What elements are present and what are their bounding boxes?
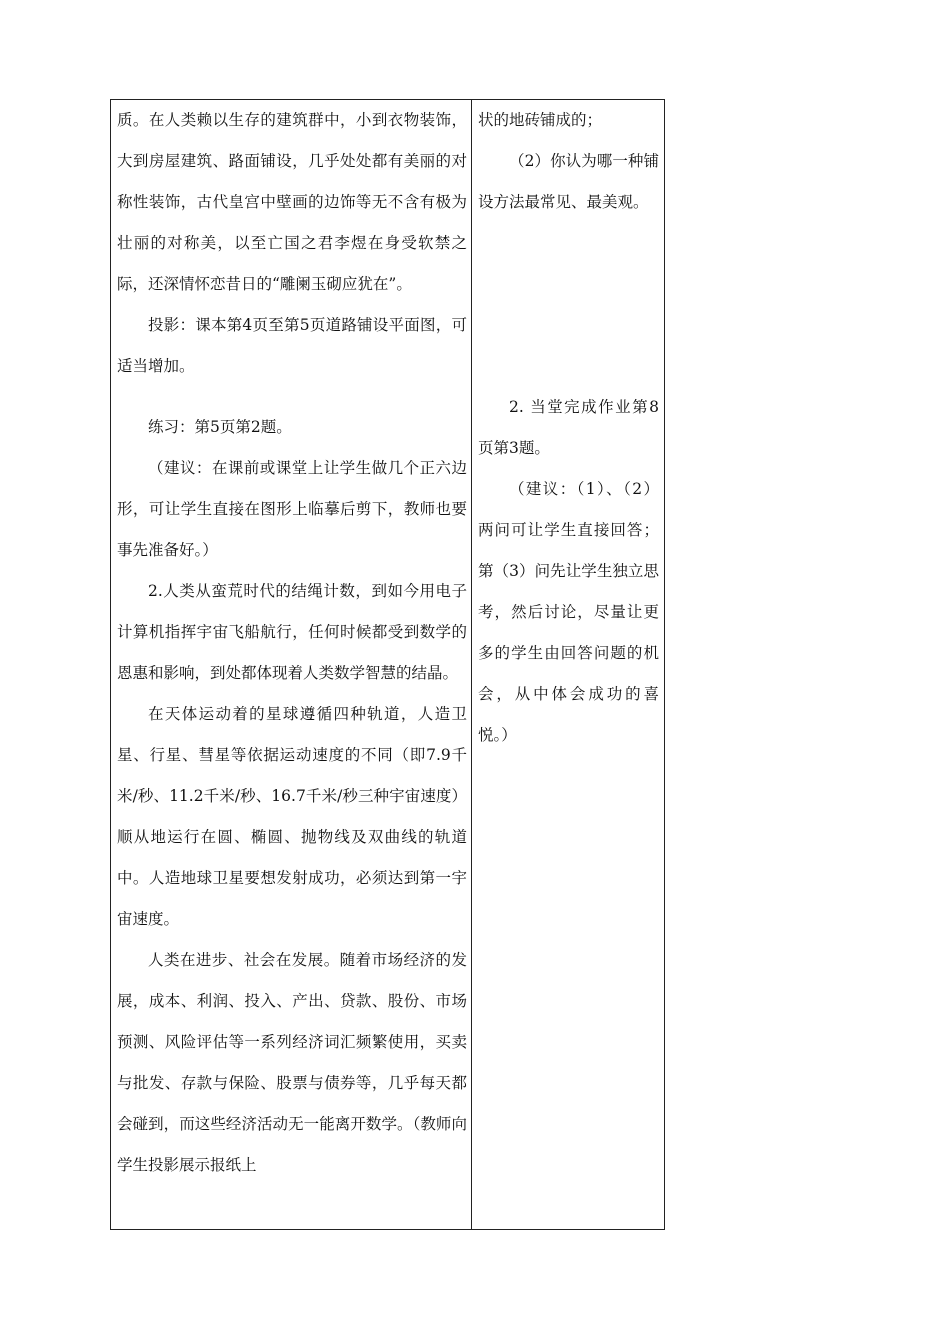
spacer xyxy=(117,387,467,407)
left-paragraph-5: 2.人类从蛮荒时代的结绳计数，到如今用电子计算机指挥宇宙飞船航行，任何时候都受到数学的恩惠和影响，到处都体现着人类数学智慧的结晶。 xyxy=(117,582,467,682)
right-paragraph-2: （2）你认为哪一种铺设方法最常见、最美观。 xyxy=(478,152,659,211)
lesson-table xyxy=(110,99,665,1230)
left-paragraph-4: （建议：在课前或课堂上让学生做几个正六边形，可让学生直接在图形上临摹后剪下，教师也要事先准备好。） xyxy=(117,459,467,559)
right-paragraph-1: 状的地砖铺成的； xyxy=(478,111,603,129)
left-paragraph-3: 练习：第5页第2题。 xyxy=(148,418,292,436)
left-paragraph-1: 质。在人类赖以生存的建筑群中，小到衣物装饰，大到房屋建筑、路面铺设，几乎处处都有美丽的对称性装饰，古代皇宫中壁画的边饰等无不含有极为壮丽的对称美，以至亡国之君李煜在身受软禁之际，还深情怀恋昔日的“雕阑玉砌应犹在”。 xyxy=(117,111,467,293)
left-paragraph-2: 投影：课本第4页至第5页道路铺设平面图，可适当增加。 xyxy=(117,316,467,375)
right-paragraph-4: （建议：（1）、（2）两问可让学生直接回答；第（3）问先让学生独立思考，然后讨论，尽量让更多的学生由回答问题的机会，从中体会成功的喜悦。） xyxy=(478,480,659,744)
left-paragraph-7: 人类在进步、社会在发展。随着市场经济的发展，成本、利润、投入、产出、贷款、股份、市场预测、风险评估等一系列经济词汇频繁使用，买卖与批发、存款与保险、股票与债券等，几乎每天都会碰到，而这些经济活动无一能离开数学。（教师向学生投影展示报纸上 xyxy=(117,951,467,1174)
left-paragraph-6: 在天体运动着的星球遵循四种轨道，人造卫星、行星、彗星等依据运动速度的不同（即7.9千米/秒、11.2千米/秒、16.7千米/秒三种宇宙速度）顺从地运行在圆、椭圆、抛物线及双曲线的轨道中。人造地球卫星要想发射成功，必须达到第一宇宙速度。 xyxy=(117,705,467,928)
right-paragraph-3: 2. 当堂完成作业第8页第3题。 xyxy=(478,398,659,457)
spacer xyxy=(478,223,659,387)
left-column xyxy=(111,100,471,1186)
right-column xyxy=(472,100,665,756)
